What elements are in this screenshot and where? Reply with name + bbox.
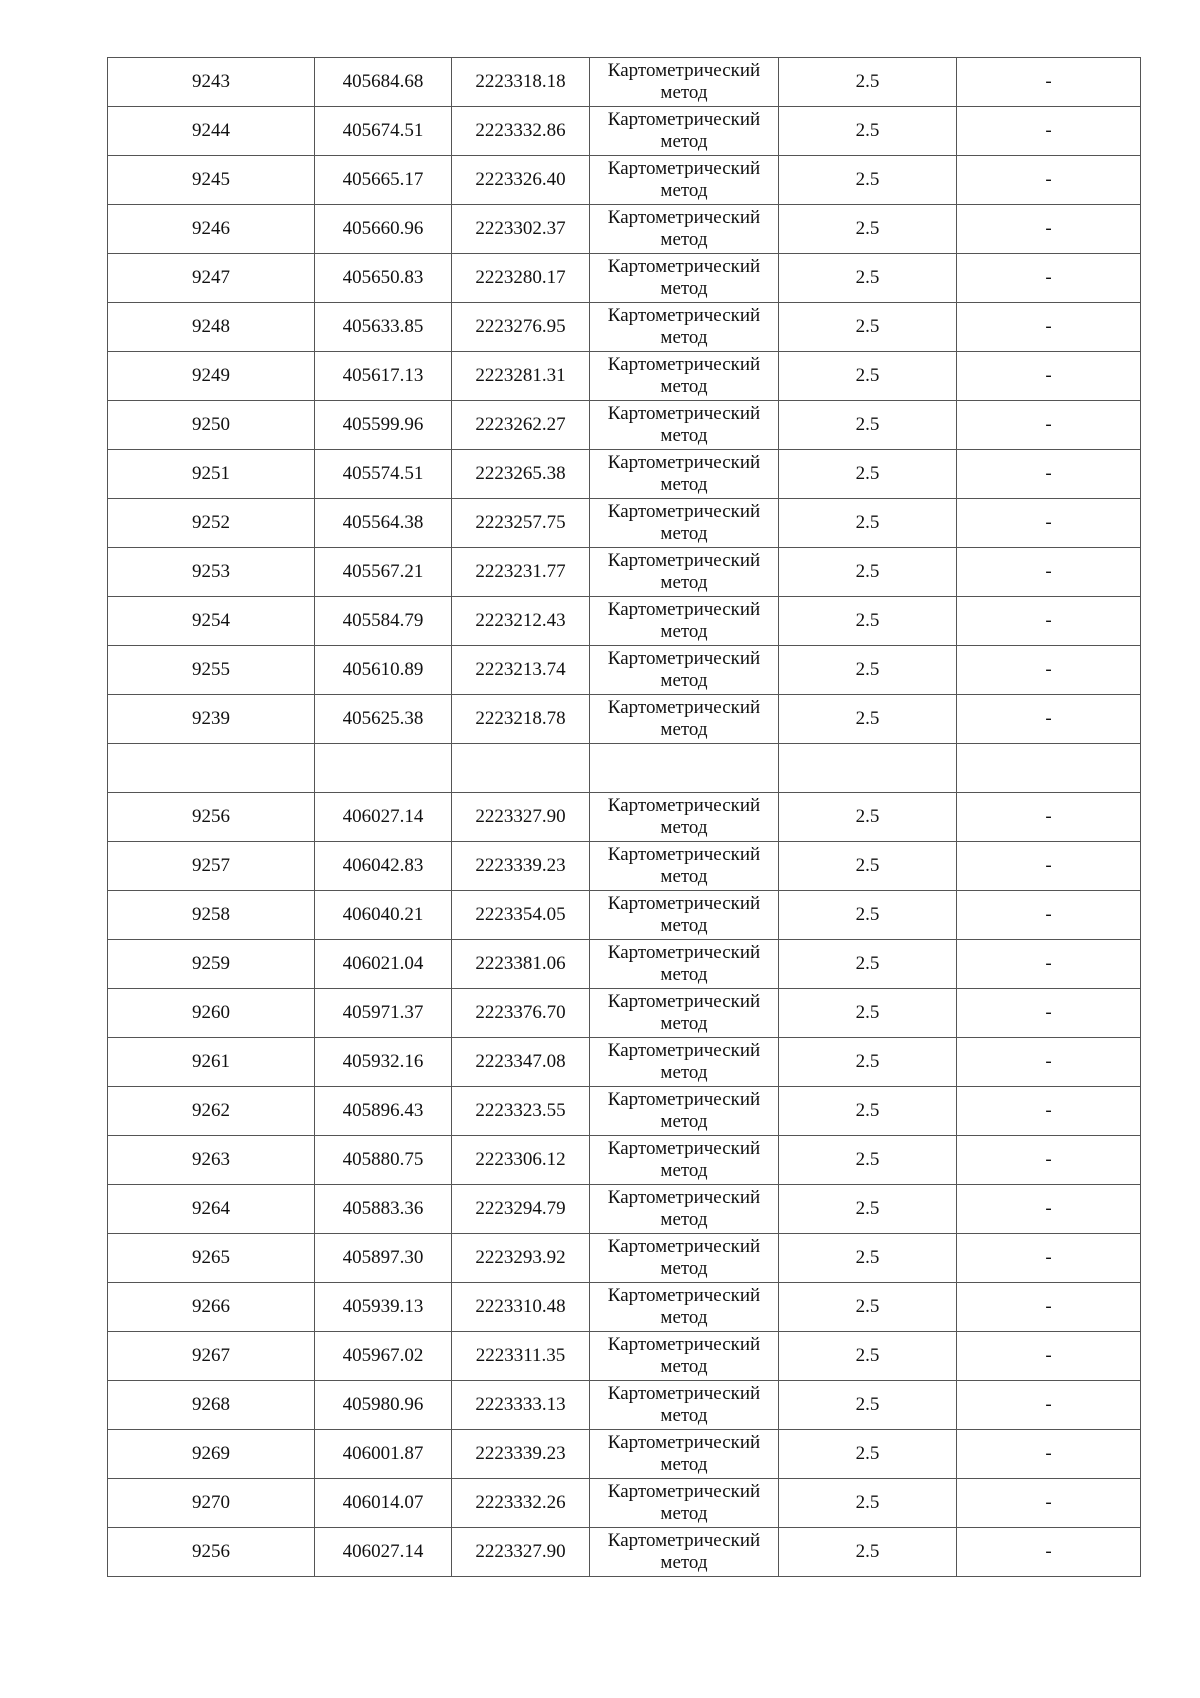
- method-line-2: метод: [660, 82, 708, 103]
- method-line-1: Картометрический: [607, 452, 761, 473]
- table-row: [108, 254, 1141, 303]
- table-row: [108, 1185, 1141, 1234]
- point-number-cell: 9265: [108, 1234, 315, 1283]
- note-cell: -: [957, 891, 1141, 940]
- method-cell: [590, 303, 779, 352]
- method-line-2: метод: [660, 180, 708, 201]
- x-coordinate-cell: 405625.38: [315, 695, 452, 744]
- x-coordinate-cell: 406021.04: [315, 940, 452, 989]
- point-number-cell: 9257: [108, 842, 315, 891]
- y-coordinate-cell: 2223212.43: [452, 597, 590, 646]
- x-coordinate-cell: 405650.83: [315, 254, 452, 303]
- method-line-1: Картометрический: [607, 1236, 761, 1257]
- point-number-cell: 9259: [108, 940, 315, 989]
- note-cell: -: [957, 58, 1141, 107]
- note-cell: -: [957, 352, 1141, 401]
- method-line-1: Картометрический: [607, 795, 761, 816]
- point-number-cell: 9256: [108, 1528, 315, 1577]
- table-row: [108, 1381, 1141, 1430]
- accuracy-cell: 2.5: [779, 1332, 957, 1381]
- point-number-cell: 9250: [108, 401, 315, 450]
- method-cell: [590, 1430, 779, 1479]
- accuracy-cell: 2.5: [779, 1528, 957, 1577]
- note-cell: -: [957, 1332, 1141, 1381]
- method-line-1: Картометрический: [607, 550, 761, 571]
- accuracy-cell: 2.5: [779, 450, 957, 499]
- method-line-2: метод: [660, 1111, 708, 1132]
- y-coordinate-cell: 2223332.26: [452, 1479, 590, 1528]
- method-line-2: метод: [660, 621, 708, 642]
- method-line-2: метод: [660, 1258, 708, 1279]
- method-line-2: метод: [660, 1503, 708, 1524]
- method-line-2: метод: [660, 1013, 708, 1034]
- note-cell: -: [957, 205, 1141, 254]
- x-coordinate-cell: 406027.14: [315, 1528, 452, 1577]
- method-cell: [590, 793, 779, 842]
- accuracy-cell: 2.5: [779, 1283, 957, 1332]
- note-cell: -: [957, 156, 1141, 205]
- y-coordinate-cell: 2223333.13: [452, 1381, 590, 1430]
- note-cell: -: [957, 1430, 1141, 1479]
- table-row: [108, 1038, 1141, 1087]
- method-cell: [590, 1087, 779, 1136]
- method-line-1: Картометрический: [607, 1089, 761, 1110]
- note-cell: -: [957, 1185, 1141, 1234]
- method-line-1: Картометрический: [607, 942, 761, 963]
- method-line-2: метод: [660, 1209, 708, 1230]
- method-line-1: Картометрический: [607, 354, 761, 375]
- point-number-cell: 9247: [108, 254, 315, 303]
- x-coordinate-cell: 405880.75: [315, 1136, 452, 1185]
- accuracy-cell: 2.5: [779, 499, 957, 548]
- accuracy-cell: 2.5: [779, 793, 957, 842]
- y-coordinate-cell: 2223294.79: [452, 1185, 590, 1234]
- method-cell: [590, 891, 779, 940]
- table-row: [108, 989, 1141, 1038]
- y-coordinate-cell: [452, 744, 590, 793]
- y-coordinate-cell: 2223310.48: [452, 1283, 590, 1332]
- table-row: [108, 1332, 1141, 1381]
- note-cell: -: [957, 1234, 1141, 1283]
- note-cell: -: [957, 842, 1141, 891]
- method-line-1: Картометрический: [607, 207, 761, 228]
- x-coordinate-cell: 405883.36: [315, 1185, 452, 1234]
- table-row: [108, 58, 1141, 107]
- method-line-2: метод: [660, 719, 708, 740]
- accuracy-cell: 2.5: [779, 695, 957, 744]
- y-coordinate-cell: 2223281.31: [452, 352, 590, 401]
- method-line-2: метод: [660, 1160, 708, 1181]
- x-coordinate-cell: 405980.96: [315, 1381, 452, 1430]
- method-cell: [590, 548, 779, 597]
- method-cell: [590, 989, 779, 1038]
- point-number-cell: 9260: [108, 989, 315, 1038]
- method-line-2: метод: [660, 474, 708, 495]
- point-number-cell: 9263: [108, 1136, 315, 1185]
- y-coordinate-cell: 2223381.06: [452, 940, 590, 989]
- table-row: [108, 793, 1141, 842]
- y-coordinate-cell: 2223327.90: [452, 1528, 590, 1577]
- method-cell: [590, 940, 779, 989]
- method-line-2: метод: [660, 1454, 708, 1475]
- note-cell: -: [957, 1283, 1141, 1332]
- x-coordinate-cell: 405617.13: [315, 352, 452, 401]
- point-number-cell: 9266: [108, 1283, 315, 1332]
- x-coordinate-cell: 405584.79: [315, 597, 452, 646]
- y-coordinate-cell: 2223213.74: [452, 646, 590, 695]
- method-line-1: Картометрический: [607, 109, 761, 130]
- point-number-cell: 9261: [108, 1038, 315, 1087]
- x-coordinate-cell: 405971.37: [315, 989, 452, 1038]
- x-coordinate-cell: 405967.02: [315, 1332, 452, 1381]
- y-coordinate-cell: 2223354.05: [452, 891, 590, 940]
- table-row: [108, 695, 1141, 744]
- method-line-1: Картометрический: [607, 501, 761, 522]
- y-coordinate-cell: 2223318.18: [452, 58, 590, 107]
- method-cell: [590, 352, 779, 401]
- x-coordinate-cell: 405660.96: [315, 205, 452, 254]
- x-coordinate-cell: 405684.68: [315, 58, 452, 107]
- point-number-cell: 9253: [108, 548, 315, 597]
- note-cell: -: [957, 989, 1141, 1038]
- note-cell: -: [957, 1479, 1141, 1528]
- coordinates-table: [107, 57, 1141, 1577]
- method-line-2: метод: [660, 131, 708, 152]
- accuracy-cell: 2.5: [779, 303, 957, 352]
- x-coordinate-cell: 405932.16: [315, 1038, 452, 1087]
- method-cell: [590, 1479, 779, 1528]
- point-number-cell: 9268: [108, 1381, 315, 1430]
- note-cell: -: [957, 793, 1141, 842]
- y-coordinate-cell: 2223347.08: [452, 1038, 590, 1087]
- point-number-cell: [108, 744, 315, 793]
- table-row: [108, 842, 1141, 891]
- method-cell: [590, 744, 779, 793]
- method-line-1: Картометрический: [607, 1383, 761, 1404]
- method-line-1: Картометрический: [607, 599, 761, 620]
- accuracy-cell: 2.5: [779, 1381, 957, 1430]
- method-cell: [590, 597, 779, 646]
- point-number-cell: 9243: [108, 58, 315, 107]
- accuracy-cell: 2.5: [779, 1038, 957, 1087]
- point-number-cell: 9252: [108, 499, 315, 548]
- table-row: [108, 401, 1141, 450]
- note-cell: -: [957, 254, 1141, 303]
- y-coordinate-cell: 2223323.55: [452, 1087, 590, 1136]
- method-line-2: метод: [660, 425, 708, 446]
- method-cell: [590, 646, 779, 695]
- method-cell: [590, 499, 779, 548]
- table-row: [108, 156, 1141, 205]
- method-cell: [590, 1332, 779, 1381]
- point-number-cell: 9246: [108, 205, 315, 254]
- method-line-2: метод: [660, 229, 708, 250]
- method-line-1: Картометрический: [607, 1138, 761, 1159]
- table-row: [108, 940, 1141, 989]
- accuracy-cell: 2.5: [779, 1087, 957, 1136]
- x-coordinate-cell: 405939.13: [315, 1283, 452, 1332]
- note-cell: -: [957, 1381, 1141, 1430]
- y-coordinate-cell: 2223326.40: [452, 156, 590, 205]
- y-coordinate-cell: 2223339.23: [452, 1430, 590, 1479]
- method-line-2: метод: [660, 964, 708, 985]
- accuracy-cell: 2.5: [779, 401, 957, 450]
- point-number-cell: 9249: [108, 352, 315, 401]
- method-line-2: метод: [660, 1062, 708, 1083]
- accuracy-cell: 2.5: [779, 156, 957, 205]
- y-coordinate-cell: 2223332.86: [452, 107, 590, 156]
- method-line-1: Картометрический: [607, 60, 761, 81]
- table-row: [108, 205, 1141, 254]
- table-row: [108, 1234, 1141, 1283]
- table-row: [108, 1087, 1141, 1136]
- accuracy-cell: 2.5: [779, 597, 957, 646]
- accuracy-cell: 2.5: [779, 254, 957, 303]
- x-coordinate-cell: 405564.38: [315, 499, 452, 548]
- method-line-2: метод: [660, 523, 708, 544]
- table-row: [108, 450, 1141, 499]
- method-cell: [590, 1381, 779, 1430]
- method-line-2: метод: [660, 1552, 708, 1573]
- accuracy-cell: 2.5: [779, 1136, 957, 1185]
- note-cell: -: [957, 1136, 1141, 1185]
- point-number-cell: 9244: [108, 107, 315, 156]
- x-coordinate-cell: 405599.96: [315, 401, 452, 450]
- method-line-1: Картометрический: [607, 1481, 761, 1502]
- point-number-cell: 9245: [108, 156, 315, 205]
- table-row: [108, 646, 1141, 695]
- y-coordinate-cell: 2223276.95: [452, 303, 590, 352]
- point-number-cell: 9255: [108, 646, 315, 695]
- method-cell: [590, 107, 779, 156]
- y-coordinate-cell: 2223265.38: [452, 450, 590, 499]
- table-row: [108, 499, 1141, 548]
- note-cell: -: [957, 499, 1141, 548]
- x-coordinate-cell: 405897.30: [315, 1234, 452, 1283]
- y-coordinate-cell: 2223218.78: [452, 695, 590, 744]
- method-line-1: Картометрический: [607, 1432, 761, 1453]
- y-coordinate-cell: 2223311.35: [452, 1332, 590, 1381]
- accuracy-cell: 2.5: [779, 1185, 957, 1234]
- accuracy-cell: 2.5: [779, 989, 957, 1038]
- method-cell: [590, 1185, 779, 1234]
- point-number-cell: 9264: [108, 1185, 315, 1234]
- note-cell: -: [957, 695, 1141, 744]
- point-number-cell: 9267: [108, 1332, 315, 1381]
- accuracy-cell: 2.5: [779, 548, 957, 597]
- method-line-2: метод: [660, 915, 708, 936]
- y-coordinate-cell: 2223280.17: [452, 254, 590, 303]
- method-line-2: метод: [660, 1356, 708, 1377]
- accuracy-cell: 2.5: [779, 205, 957, 254]
- method-cell: [590, 842, 779, 891]
- method-cell: [590, 1136, 779, 1185]
- table-row: [108, 1430, 1141, 1479]
- coordinates-table-body: [108, 58, 1141, 1577]
- accuracy-cell: 2.5: [779, 58, 957, 107]
- accuracy-cell: [779, 744, 957, 793]
- method-cell: [590, 1038, 779, 1087]
- point-number-cell: 9248: [108, 303, 315, 352]
- method-line-2: метод: [660, 327, 708, 348]
- y-coordinate-cell: 2223231.77: [452, 548, 590, 597]
- y-coordinate-cell: 2223302.37: [452, 205, 590, 254]
- method-cell: [590, 1528, 779, 1577]
- point-number-cell: 9239: [108, 695, 315, 744]
- accuracy-cell: 2.5: [779, 1234, 957, 1283]
- method-line-1: Картометрический: [607, 403, 761, 424]
- x-coordinate-cell: 406014.07: [315, 1479, 452, 1528]
- method-line-2: метод: [660, 1307, 708, 1328]
- point-number-cell: 9270: [108, 1479, 315, 1528]
- note-cell: -: [957, 401, 1141, 450]
- method-line-2: метод: [660, 817, 708, 838]
- method-cell: [590, 254, 779, 303]
- table-row: [108, 1283, 1141, 1332]
- point-number-cell: 9262: [108, 1087, 315, 1136]
- method-line-1: Картометрический: [607, 844, 761, 865]
- method-cell: [590, 1234, 779, 1283]
- table-row: [108, 597, 1141, 646]
- x-coordinate-cell: 405567.21: [315, 548, 452, 597]
- method-line-2: метод: [660, 1405, 708, 1426]
- table-row: [108, 303, 1141, 352]
- accuracy-cell: 2.5: [779, 1430, 957, 1479]
- method-line-2: метод: [660, 376, 708, 397]
- note-cell: -: [957, 548, 1141, 597]
- accuracy-cell: 2.5: [779, 107, 957, 156]
- method-line-2: метод: [660, 278, 708, 299]
- method-line-2: метод: [660, 572, 708, 593]
- method-line-1: Картометрический: [607, 893, 761, 914]
- note-cell: -: [957, 107, 1141, 156]
- x-coordinate-cell: 406042.83: [315, 842, 452, 891]
- x-coordinate-cell: 406001.87: [315, 1430, 452, 1479]
- method-line-1: Картометрический: [607, 1334, 761, 1355]
- table-row: [108, 1528, 1141, 1577]
- accuracy-cell: 2.5: [779, 1479, 957, 1528]
- method-cell: [590, 450, 779, 499]
- y-coordinate-cell: 2223327.90: [452, 793, 590, 842]
- note-cell: -: [957, 646, 1141, 695]
- method-cell: [590, 58, 779, 107]
- method-line-1: Картометрический: [607, 1530, 761, 1551]
- method-cell: [590, 1283, 779, 1332]
- method-cell: [590, 695, 779, 744]
- method-line-1: Картометрический: [607, 1285, 761, 1306]
- y-coordinate-cell: 2223339.23: [452, 842, 590, 891]
- table-row: [108, 744, 1141, 793]
- x-coordinate-cell: 406040.21: [315, 891, 452, 940]
- accuracy-cell: 2.5: [779, 891, 957, 940]
- method-line-1: Картометрический: [607, 1187, 761, 1208]
- x-coordinate-cell: 406027.14: [315, 793, 452, 842]
- accuracy-cell: 2.5: [779, 940, 957, 989]
- y-coordinate-cell: 2223306.12: [452, 1136, 590, 1185]
- note-cell: -: [957, 1528, 1141, 1577]
- method-line-1: Картометрический: [607, 991, 761, 1012]
- table-row: [108, 1136, 1141, 1185]
- table-row: [108, 1479, 1141, 1528]
- note-cell: -: [957, 1038, 1141, 1087]
- point-number-cell: 9251: [108, 450, 315, 499]
- accuracy-cell: 2.5: [779, 352, 957, 401]
- point-number-cell: 9258: [108, 891, 315, 940]
- x-coordinate-cell: 405896.43: [315, 1087, 452, 1136]
- method-line-1: Картометрический: [607, 158, 761, 179]
- y-coordinate-cell: 2223257.75: [452, 499, 590, 548]
- method-line-1: Картометрический: [607, 305, 761, 326]
- method-line-2: метод: [660, 670, 708, 691]
- method-cell: [590, 401, 779, 450]
- y-coordinate-cell: 2223376.70: [452, 989, 590, 1038]
- accuracy-cell: 2.5: [779, 842, 957, 891]
- method-line-2: метод: [660, 866, 708, 887]
- x-coordinate-cell: 405665.17: [315, 156, 452, 205]
- note-cell: -: [957, 1087, 1141, 1136]
- method-line-1: Картометрический: [607, 1040, 761, 1061]
- table-row: [108, 352, 1141, 401]
- y-coordinate-cell: 2223262.27: [452, 401, 590, 450]
- method-cell: [590, 156, 779, 205]
- accuracy-cell: 2.5: [779, 646, 957, 695]
- note-cell: [957, 744, 1141, 793]
- note-cell: -: [957, 940, 1141, 989]
- x-coordinate-cell: 405610.89: [315, 646, 452, 695]
- table-row: [108, 548, 1141, 597]
- x-coordinate-cell: 405574.51: [315, 450, 452, 499]
- x-coordinate-cell: [315, 744, 452, 793]
- point-number-cell: 9254: [108, 597, 315, 646]
- y-coordinate-cell: 2223293.92: [452, 1234, 590, 1283]
- table-row: [108, 107, 1141, 156]
- point-number-cell: 9269: [108, 1430, 315, 1479]
- note-cell: -: [957, 303, 1141, 352]
- method-line-1: Картометрический: [607, 256, 761, 277]
- note-cell: -: [957, 450, 1141, 499]
- method-line-1: Картометрический: [607, 648, 761, 669]
- note-cell: -: [957, 597, 1141, 646]
- table-row: [108, 891, 1141, 940]
- method-cell: [590, 205, 779, 254]
- x-coordinate-cell: 405633.85: [315, 303, 452, 352]
- x-coordinate-cell: 405674.51: [315, 107, 452, 156]
- method-line-1: Картометрический: [607, 697, 761, 718]
- point-number-cell: 9256: [108, 793, 315, 842]
